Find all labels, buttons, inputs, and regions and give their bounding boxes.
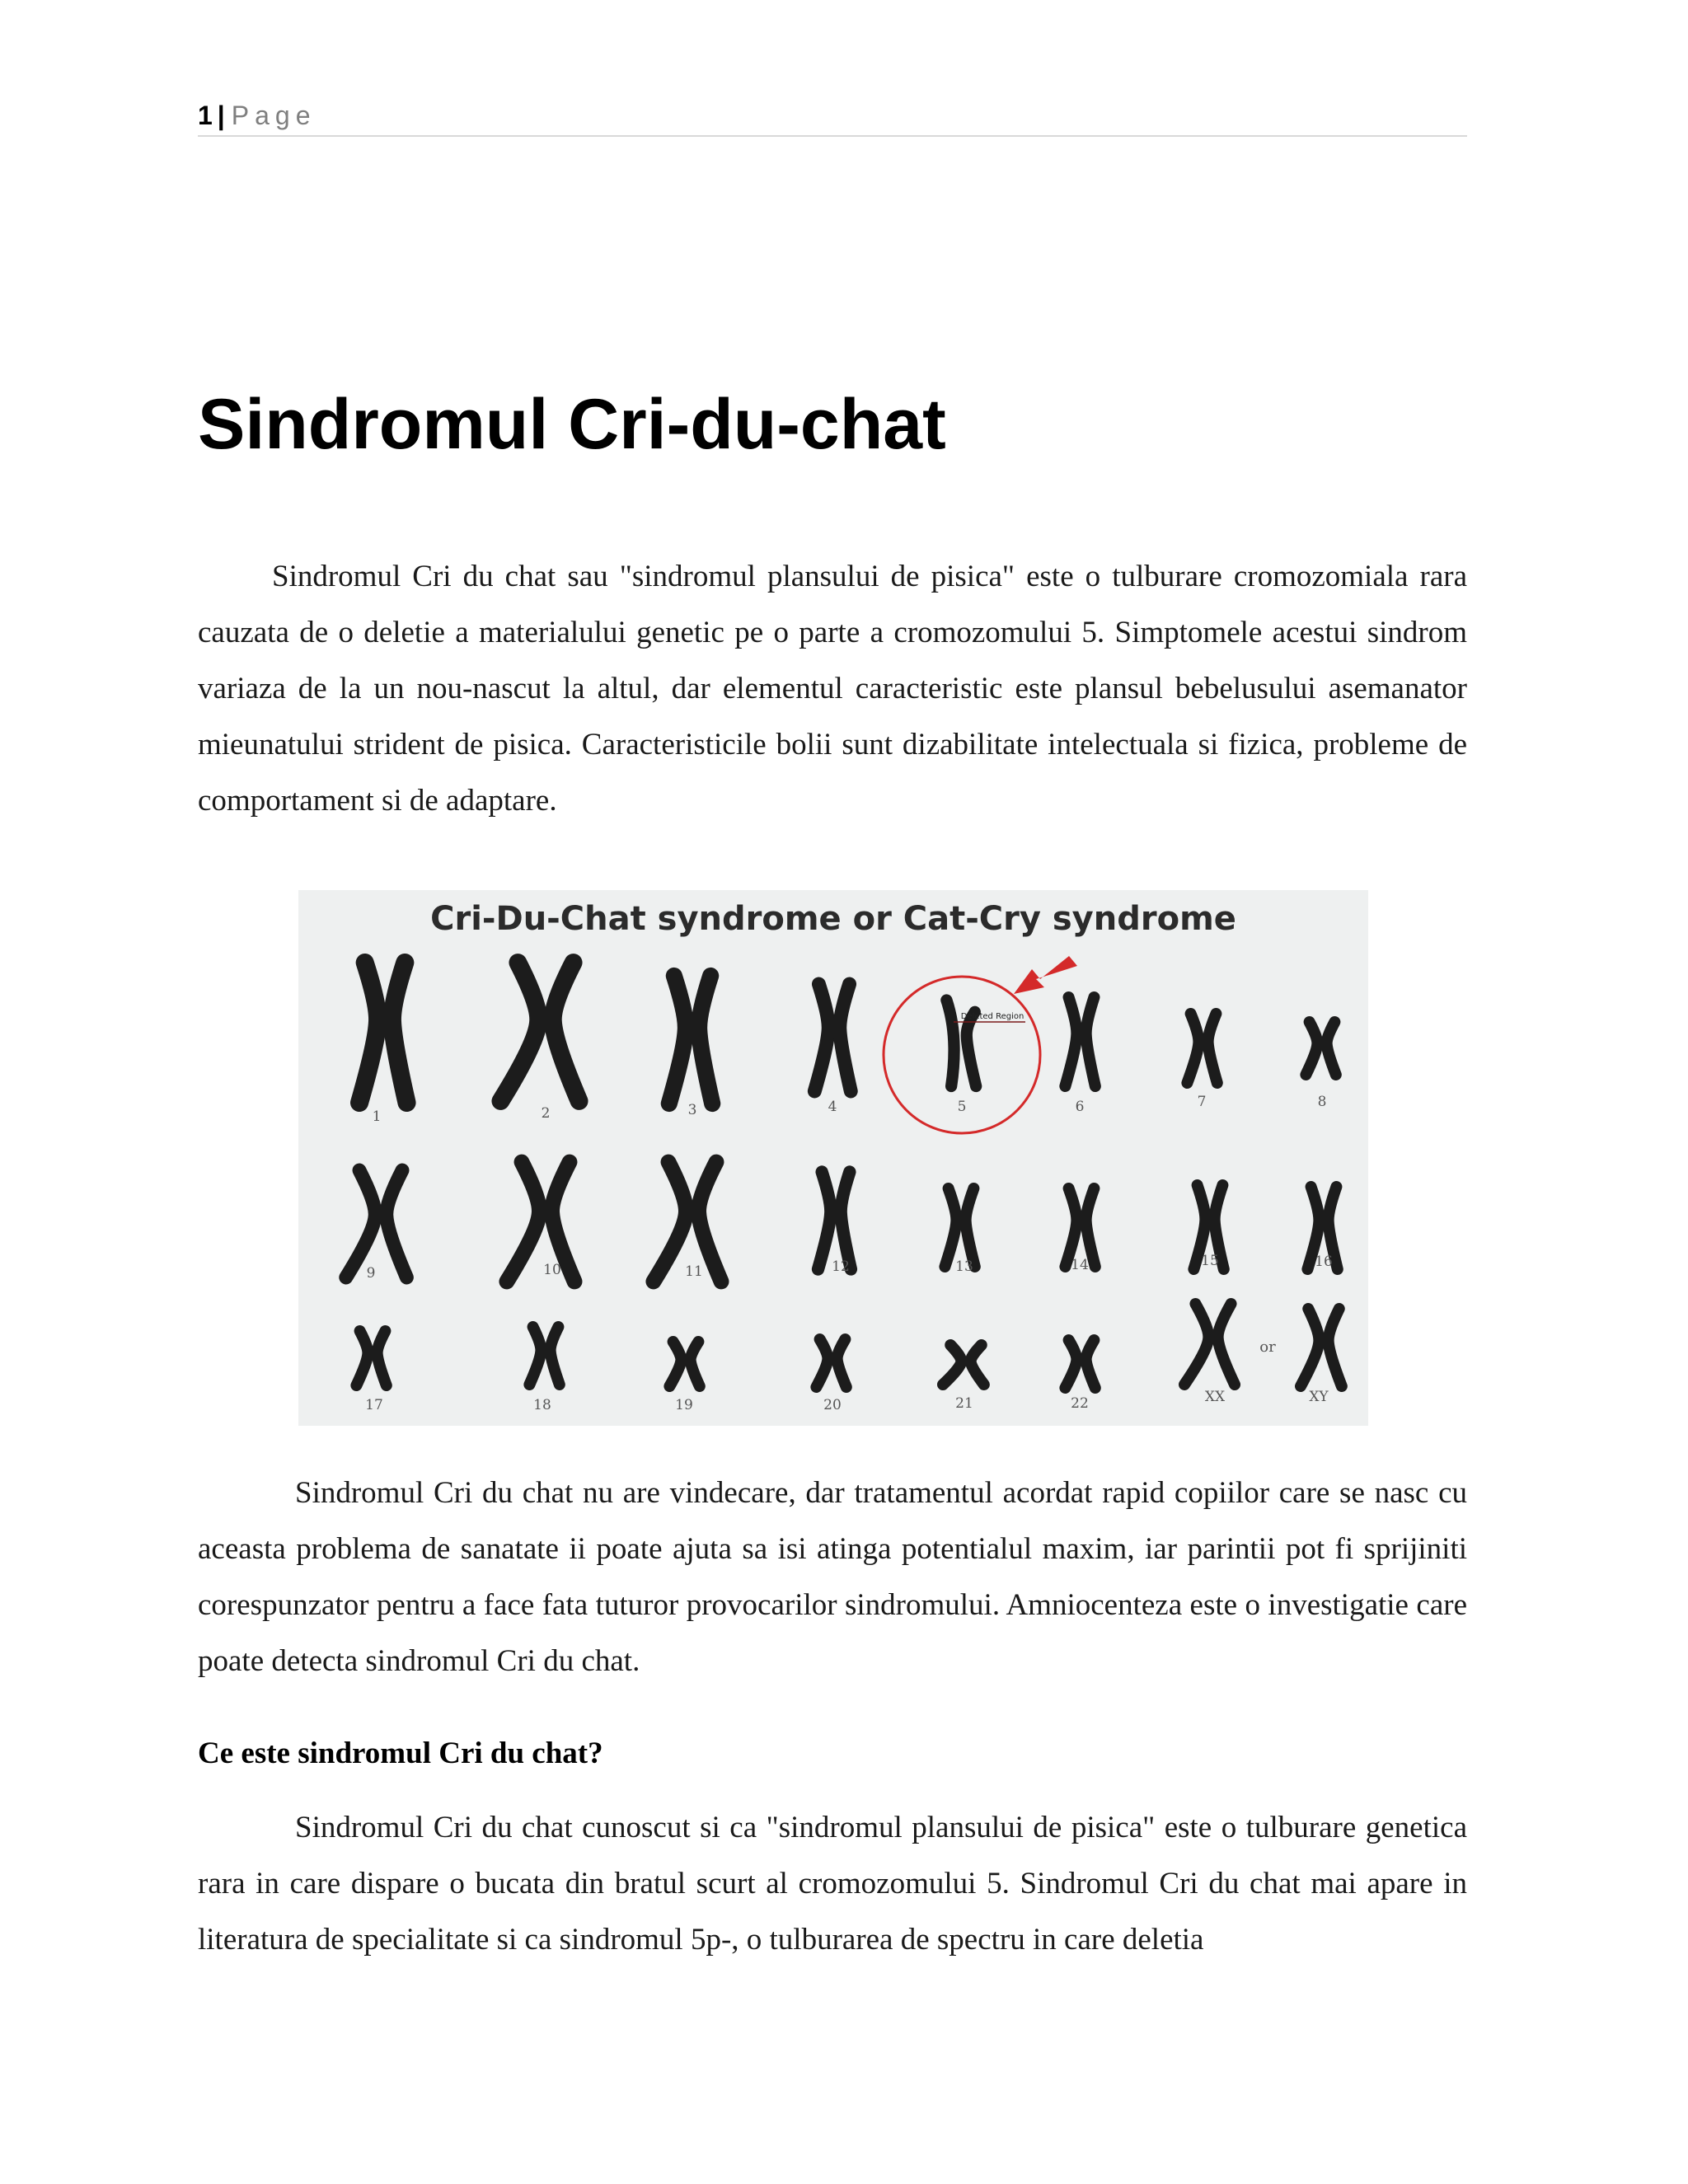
chromosome-label-8: 8 [1317,1094,1327,1110]
document-title: Sindromul Cri-du-chat [198,385,946,464]
karyotype-diagram [298,890,1368,1426]
chromosome-label-5: 5 [957,1099,967,1115]
page-header [198,97,1467,137]
chromosome-XX [1184,1304,1235,1385]
section-heading: Ce este sindromul Cri du chat? [198,1736,603,1770]
chromosome-14 [1065,1188,1095,1267]
chromosome-1 [359,963,406,1103]
chromosome-label-10: 10 [543,1262,561,1278]
chromosome-label-XX: XX [1204,1389,1226,1405]
chromosome-22 [1065,1340,1095,1388]
treatment-paragraph: Sindromul Cri du chat nu are vindecare, dar tratamentul acordat rapid copiilor care se nasc cu aceasta problema de sanatate ii poate ajuta sa isi atinga potentialul maxim, iar parintii pot fi sprijiniti corespunzator pentru a face fata tuturor provocarilor sindromului. Amniocenteza este o investigatie care poate detecta sindromul Cri du chat. [198,1476,1467,1678]
deletion-highlight [884,956,1077,1133]
chromosome-8 [1306,1022,1335,1075]
chromosome-21 [943,1345,984,1385]
chromosome-label-13: 13 [955,1258,973,1275]
chromosome-label-19: 19 [675,1397,693,1413]
chromosome-7 [1187,1014,1217,1083]
chromosome-label-14: 14 [1071,1257,1089,1273]
chromosome-label-21: 21 [955,1395,973,1412]
chromosome-3 [669,976,712,1104]
chromosome-label-3: 3 [687,1102,697,1118]
chromosome-label-18: 18 [533,1397,551,1413]
chromosome-label-11: 11 [685,1263,703,1280]
chromosome-label-9: 9 [366,1265,376,1282]
chromosome-label-4: 4 [828,1099,837,1115]
chromosome-18 [529,1327,559,1385]
chromosome-13 [945,1188,974,1267]
chromosome-6 [1065,997,1095,1086]
chromosome-label-15: 15 [1201,1253,1219,1269]
chromosome-label-16: 16 [1315,1254,1333,1270]
page-number: 1 [198,101,213,130]
definition-paragraph: Sindromul Cri du chat cunoscut si ca "sindromul plansului de pisica" este o tulburare genetica rara in care dispare o bucata din bratul scurt al cromozomului 5. Sindromul Cri du chat mai apare in literatura de specialitate si ca sindromul 5p-, o tulburarea de spectru in care deletia [198,1811,1467,1957]
chromosome-label-7: 7 [1197,1094,1207,1110]
chromosome-label-6: 6 [1075,1099,1085,1115]
chromosome-4 [814,984,851,1091]
chromosome-label-22: 22 [1071,1395,1089,1412]
deleted-region-label: Deleted Region [960,1012,1025,1021]
chromosome-12 [818,1172,851,1269]
chromosome-set [346,963,1342,1388]
chromosome-17 [356,1331,386,1385]
chromosome-9 [346,1170,407,1277]
chromosome-label-2: 2 [541,1105,551,1122]
chromosome-XY [1301,1309,1342,1386]
chromosome-20 [816,1339,846,1387]
chromosome-label-12: 12 [832,1258,850,1275]
document-page [198,0,1467,2184]
intro-paragraph: Sindromul Cri du chat sau "sindromul plansului de pisica" este o tulburare cromozomiala rara cauzata de o deletie a materialului genetic pe o parte a cromozomului 5. Simptomele acestui sindrom variaza de la un nou-nascut la altul, dar elementul caracteristic este plansul bebelusului asemanator mieunatului strident de pisica. Caracteristicile bolii sunt dizabilitate intelectuala si fizica, probleme de comportament si de adaptare. [198,560,1467,818]
chromosome-10 [507,1162,574,1282]
highlight-arrow-icon [1014,956,1077,994]
chromosome-19 [669,1342,699,1386]
karyotype-figure [298,890,1368,1426]
figure-title: Cri-Du-Chat syndrome or Cat-Cry syndrome [430,900,1236,938]
page-word: Page [231,101,316,130]
or-label: or [1259,1338,1276,1356]
chromosome-label-20: 20 [823,1397,842,1413]
chromosome-label-XY: XY [1309,1389,1329,1405]
chromosome-label-17: 17 [365,1397,383,1413]
chromosome-label-1: 1 [372,1108,382,1125]
header-separator: | [217,101,225,130]
chromosome-2 [500,963,579,1101]
